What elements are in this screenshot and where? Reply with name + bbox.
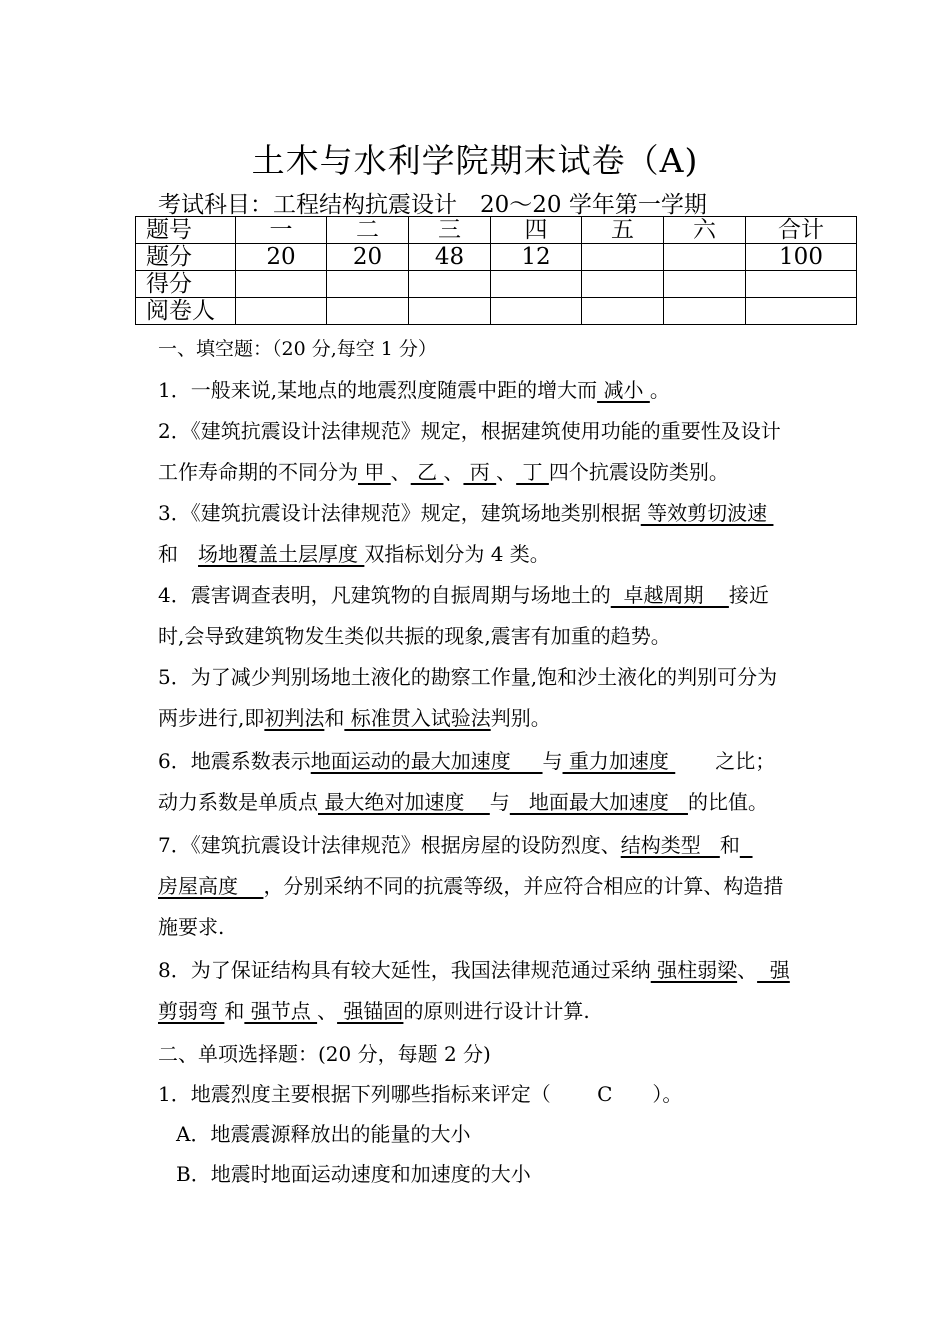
question-text: 之比；	[675, 749, 776, 773]
cell	[664, 271, 746, 298]
table-row-grader	[136, 298, 857, 325]
cell	[746, 271, 857, 298]
question-text: 四个抗震设防类别。	[548, 460, 729, 484]
cell	[327, 298, 409, 325]
question-1-2-line2	[158, 459, 729, 485]
answer-blank: 等效剪切波速	[640, 501, 774, 525]
section-heading-single-choice: 二、单项选择题：(20 分，每题 2 分)	[158, 1042, 491, 1066]
question-1-5-line2	[158, 705, 551, 731]
question-text: 4．震害调查表明，凡建筑物的自振周期与场地土的	[158, 583, 611, 607]
question-text: 和	[324, 706, 345, 730]
question-2-1-option-b: B．地震时地面运动速度和加速度的大小	[176, 1162, 531, 1186]
cell	[236, 271, 327, 298]
answer-blank: 结构类型	[620, 833, 720, 857]
question-text: 判别。	[490, 706, 551, 730]
table-row-points	[136, 244, 857, 271]
cell	[327, 271, 409, 298]
cell	[409, 271, 491, 298]
question-text: 接近	[728, 583, 769, 607]
cell	[236, 298, 327, 325]
cell: 合计	[746, 217, 857, 244]
separator: 、	[496, 460, 517, 484]
answer-blank: 甲	[358, 460, 391, 484]
question-1-1	[158, 377, 670, 403]
separator: 、	[737, 958, 758, 982]
separator: 、	[317, 999, 338, 1023]
cell: 48	[409, 244, 491, 271]
answer-blank: 地面最大加速度	[509, 790, 688, 814]
question-1-5-line1: 5．为了减少判别场地土液化的勘察工作量,饱和沙土液化的判别可分为	[158, 665, 778, 689]
answer-blank: 重力加速度	[562, 749, 676, 773]
question-1-7-line3: 施要求.	[158, 915, 225, 939]
answer-blank: 强锚固	[337, 999, 404, 1023]
question-text: 的比值。	[687, 790, 768, 814]
question-1-8-line2	[158, 998, 590, 1024]
question-2-1-option-a: A．地震震源释放出的能量的大小	[176, 1122, 471, 1146]
answer-blank: 地面运动的最大加速度	[310, 749, 543, 773]
question-text: 与	[489, 790, 510, 814]
cell: 二	[327, 217, 409, 244]
answer-blank: 标准贯入试验法	[344, 706, 491, 730]
separator: 、	[443, 460, 464, 484]
question-1-6-line2	[158, 789, 768, 815]
question-1-6-line1	[158, 748, 775, 774]
cell: 一	[236, 217, 327, 244]
cell: 20	[327, 244, 409, 271]
cell: 五	[582, 217, 664, 244]
answer-blank: 最大绝对加速度	[318, 790, 490, 814]
answer-blank: 乙	[410, 460, 444, 484]
answer-blank: 剪弱弯	[158, 999, 225, 1023]
answer-blank: 房屋高度	[158, 874, 264, 898]
score-table	[135, 216, 857, 325]
cell	[582, 298, 664, 325]
cell-label: 得分	[136, 271, 236, 298]
answer-blank: 初判法	[264, 706, 325, 730]
answer-blank: 强节点	[244, 999, 318, 1023]
question-text: 3．《建筑抗震设计法律规范》规定，建筑场地类别根据	[158, 501, 641, 525]
cell	[582, 271, 664, 298]
question-text: 和	[224, 999, 245, 1023]
question-1-4-line1	[158, 582, 769, 608]
question-text: 两步进行,即	[158, 706, 265, 730]
cell: 12	[491, 244, 582, 271]
cell	[664, 298, 746, 325]
answer-blank: 丙	[463, 460, 497, 484]
answer-blank: 丁	[516, 460, 549, 484]
exam-title: 土木与水利学院期末试卷（A)	[251, 141, 699, 180]
answer-blank: 强	[757, 958, 790, 982]
cell: 六	[664, 217, 746, 244]
answer-blank: 强柱弱梁	[650, 958, 738, 982]
question-text: 与	[542, 749, 563, 773]
question-1-3-line1	[158, 500, 773, 526]
question-text: 8．为了保证结构具有较大延性，我国法律规范通过采纳	[158, 958, 651, 982]
cell-label: 题分	[136, 244, 236, 271]
cell-label: 阅卷人	[136, 298, 236, 325]
question-1-7-line1	[158, 832, 753, 858]
cell	[746, 298, 857, 325]
answer-blank: 场地覆盖土层厚度	[198, 542, 365, 566]
cell: 四	[491, 217, 582, 244]
question-text: 6．地震系数表示	[158, 749, 311, 773]
exam-subject: 考试科目：工程结构抗震设计 20～20 学年第一学期	[158, 192, 707, 218]
question-1-4-line2: 时,会导致建筑物发生类似共振的现象,震害有加重的趋势。	[158, 624, 671, 648]
question-1-2-line1: 2．《建筑抗震设计法律规范》规定，根据建筑使用功能的重要性及设计	[158, 419, 781, 443]
answer-blank: 卓越周期	[610, 583, 729, 607]
question-2-1-stem: 1．地震烈度主要根据下列哪些指标来评定（ C ）。	[158, 1082, 683, 1106]
question-text: 1．一般来说,某地点的地震烈度随震中距的增大而	[158, 378, 598, 402]
question-text: 的原则进行设计计算.	[403, 999, 590, 1023]
answer-blank	[740, 833, 753, 857]
table-row-score-earned	[136, 271, 857, 298]
cell: 100	[746, 244, 857, 271]
question-1-7-line2	[158, 873, 783, 899]
cell	[664, 244, 746, 271]
cell-label: 题号	[136, 217, 236, 244]
cell	[491, 271, 582, 298]
question-text: 和	[158, 542, 198, 566]
question-1-8-line1	[158, 957, 790, 983]
question-text: 双指标划分为 4 类。	[364, 542, 550, 566]
question-text: 。	[649, 378, 670, 402]
cell: 20	[236, 244, 327, 271]
question-text: 7．《建筑抗震设计法律规范》根据房屋的设防烈度、	[158, 833, 621, 857]
question-text: 动力系数是单质点	[158, 790, 318, 814]
question-1-3-line2	[158, 541, 550, 567]
section-heading-fill-blank: 一、填空题：（20 分,每空 1 分）	[158, 338, 437, 360]
separator: 、	[390, 460, 411, 484]
cell	[582, 244, 664, 271]
cell	[409, 298, 491, 325]
answer-blank: 减小	[597, 378, 650, 402]
cell	[491, 298, 582, 325]
question-text: ，分别采纳不同的抗震等级，并应符合相应的计算、构造措	[263, 874, 784, 898]
question-text: 工作寿命期的不同分为	[158, 460, 358, 484]
cell: 三	[409, 217, 491, 244]
table-row-question-number	[136, 217, 857, 244]
question-text: 和	[719, 833, 740, 857]
